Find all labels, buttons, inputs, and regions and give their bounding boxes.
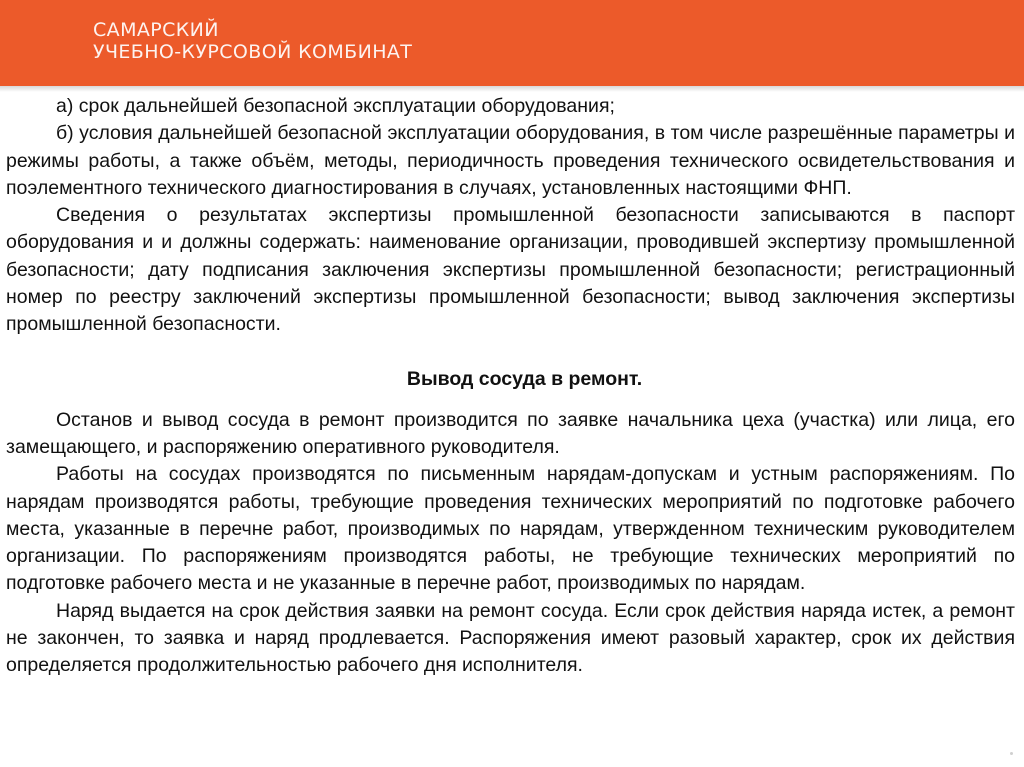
slide-marker-dot [1010, 752, 1013, 755]
paragraph-order-validity: Наряд выдается на срок действия заявки на ремонт сосуда. Если срок действия наряда истек, а ремонт не закончен, то заявка и наряд продлевается. Распоряжения имеют разовый характер, срок их действия определяется продолжительностью рабочего дня исполнителя. [6, 599, 1015, 677]
section-heading: Вывод сосуда в ремонт. [406, 367, 643, 390]
document-body [6, 93, 1015, 680]
header-banner [0, 0, 1024, 86]
paragraph-item-a: а) срок дальнейшей безопасной эксплуатации оборудования; [56, 95, 615, 117]
paragraph-shutdown: Останов и вывод сосуда в ремонт производится по заявке начальника цеха (участка) или лица, его замещающего, и распоряжению оперативного руководителя. [6, 408, 1015, 458]
paragraph-expertise-info: Сведения о результатах экспертизы промышленной безопасности записываются в паспорт оборудования и и должны содержать: наименование организации, проводившей экспертизу промышленной безопасности; дату подписания заключения экспертизы промышленной безопасности; регистрационный номер по реестру заключений экспертизы промышленной безопасности; вывод заключения экспертизы промышленной безопасности. [6, 204, 1015, 336]
header-title-line1: САМАРСКИЙ [93, 19, 219, 41]
header-title-line2: УЧЕБНО-КУРСОВОЙ КОМБИНАТ [93, 41, 413, 63]
paragraph-work-orders: Работы на сосудах производятся по письменным нарядам-допускам и устным распоряжениям. По нарядам производятся работы, требующие проведения технических мероприятий по подготовке рабочего места, указанные в перечне работ, производимых по нарядам, утвержденном техническим руководителем организации. По распоряжениям производятся работы, не требующие технических мероприятий по подготовке рабочего места и не указанные в перечне работ, производимых по нарядам. [6, 463, 1015, 595]
header-shadow [0, 86, 1024, 92]
paragraph-item-b: б) условия дальнейшей безопасной эксплуатации оборудования, в том числе разрешённые параметры и режимы работы, а также объём, методы, периодичность проведения технического освидетельствования и поэлементного технического диагностирования в случаях, установленных настоящими ФНП. [6, 122, 1015, 199]
